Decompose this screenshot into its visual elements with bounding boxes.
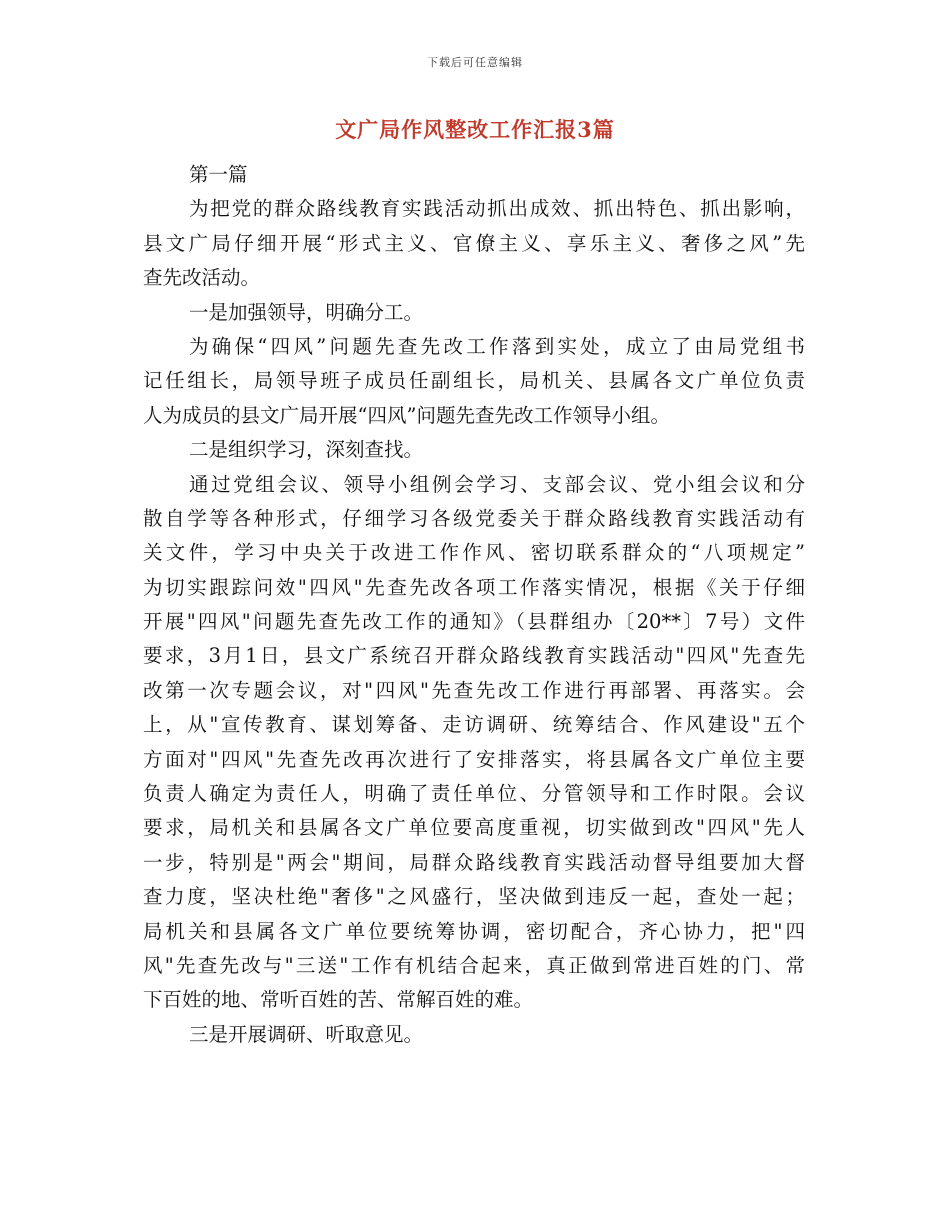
body-line: 方面对"四风"先查先改再次进行了安排落实，将县属各文广单位主要 — [143, 747, 805, 771]
body-line: 查先改活动。 — [143, 266, 261, 290]
body-line: 为确保“四风”问题先查先改工作落到实处，成立了由局党组书 — [189, 334, 805, 358]
document-body — [143, 158, 805, 1052]
subheading: 二是组织学习，深刻查找。 — [189, 438, 424, 462]
body-line: 为把党的群众路线教育实践活动抓出成效、抓出特色、抓出影响， — [189, 197, 805, 221]
body-line: 通过党组会议、领导小组例会学习、支部会议、党小组会议和分 — [189, 472, 805, 496]
body-line: 局机关和县属各文广单位要统筹协调，密切配合，齐心协力，把"四 — [143, 919, 805, 943]
body-line: 负责人确定为责任人，明确了责任单位、分管领导和工作时限。会议 — [143, 782, 805, 806]
body-line: 查力度，坚决杜绝"奢侈"之风盛行，坚决做到违反一起，查处一起； — [143, 885, 805, 909]
body-line: 要求，局机关和县属各文广单位要高度重视，切实做到改"四风"先人 — [143, 816, 805, 840]
body-line: 开展"四风"问题先查先改工作的通知》（县群组办〔20**〕7号）文件 — [143, 610, 805, 634]
body-line: 要求，3月1日，县文广系统召开群众路线教育实践活动"四风"先查先 — [143, 644, 805, 668]
body-line: 一步，特别是"两会"期间，局群众路线教育实践活动督导组要加大督 — [143, 850, 805, 874]
body-line: 县文广局仔细开展“形式主义、官僚主义、享乐主义、奢侈之风”先 — [143, 231, 805, 255]
body-line: 风"先查先改与"三送"工作有机结合起来，真正做到常进百姓的门、常 — [143, 953, 805, 977]
body-line: 记任组长，局领导班子成员任副组长，局机关、县属各文广单位负责 — [143, 369, 805, 393]
body-line: 下百姓的地、常听百姓的苦、常解百姓的难。 — [143, 988, 534, 1012]
body-line: 改第一次专题会议，对"四风"先查先改工作进行再部署、再落实。会 — [143, 678, 805, 702]
page-header-note: 下载后可任意编辑 — [427, 56, 523, 69]
subheading: 三是开展调研、听取意见。 — [189, 1022, 424, 1046]
document-title: 文广局作风整改工作汇报3篇 — [335, 117, 615, 142]
body-line: 散自学等各种形式，仔细学习各级党委关于群众路线教育实践活动有 — [143, 506, 805, 530]
body-line: 为切实跟踪问效"四风"先查先改各项工作落实情况，根据《关于仔细 — [143, 575, 805, 599]
body-line: 关文件，学习中央关于改进工作作风、密切联系群众的“八项规定” — [143, 541, 805, 565]
body-line: 上，从"宣传教育、谋划筹备、走访调研、统筹结合、作风建设"五个 — [143, 713, 805, 737]
body-line: 人为成员的县文广局开展“四风”问题先查先改工作领导小组。 — [143, 403, 670, 427]
section-heading: 第一篇 — [189, 163, 248, 186]
subheading: 一是加强领导，明确分工。 — [189, 300, 424, 324]
